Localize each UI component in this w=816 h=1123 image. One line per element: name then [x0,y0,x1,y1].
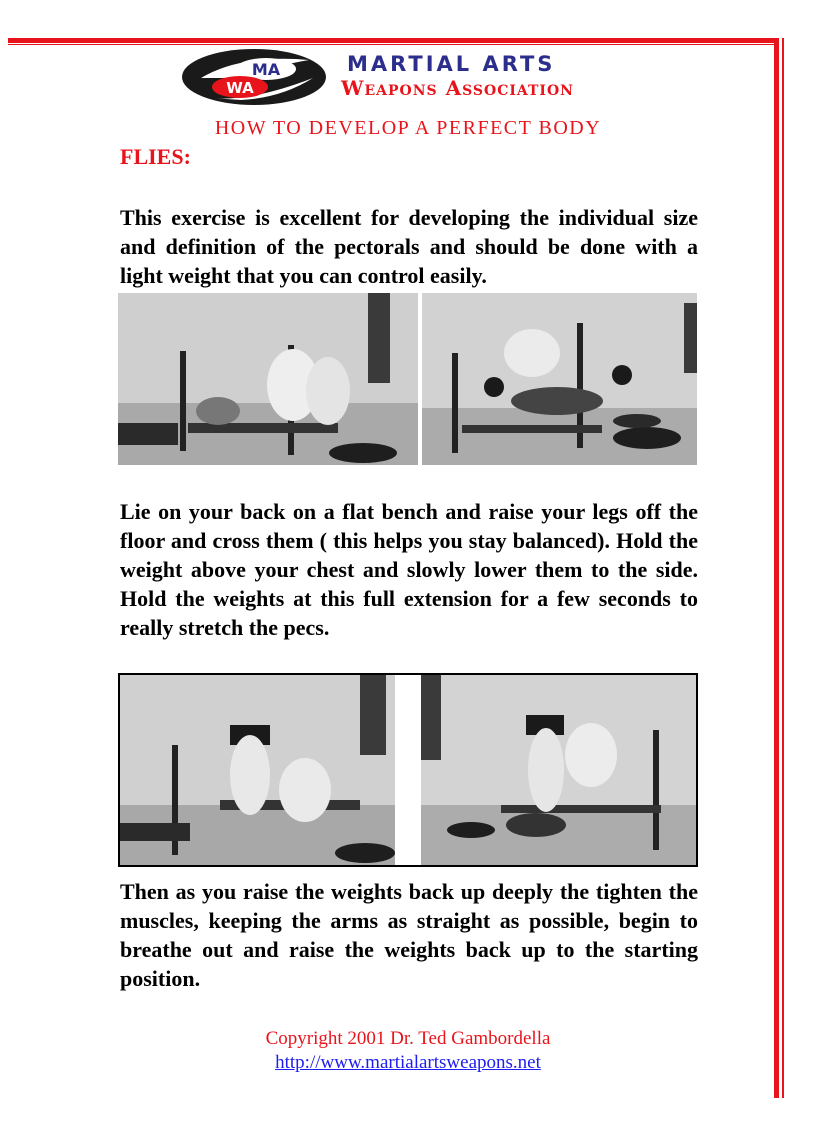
right-rule [774,38,779,1098]
page-subtitle: HOW TO DEVELOP A PERFECT BODY [214,117,602,139]
section-title: FLIES: [120,144,191,169]
intro-paragraph: This exercise is excellent for developing the individual size and definition of the pectorals and should be done with a light weight that you can control easily. [120,205,698,288]
right-rule-thin [782,38,784,1098]
return-paragraph: Then as you raise the weights back up deeply the tighten the muscles, keeping the arms as straight as possible, begin to breathe out and raise the weights back up to the starting position. [120,879,698,991]
instructions-paragraph: Lie on your back on a flat bench and raise your legs off the floor and cross them ( this helps you stay balanced). Hold the weight above your chest and slowly lower them to the side. Hold the weights at this full extension for a few seconds to really stretch the pecs. [120,499,698,640]
top-rule [8,38,778,43]
website-link[interactable]: http://www.martialartsweapons.net [275,1052,541,1073]
logo-mark-bottom: WA [226,79,254,97]
top-rule-thin [8,44,778,45]
logo-mark-top: MA [251,60,281,79]
logo [181,48,641,106]
photo-start-position [118,293,418,465]
logo-subtitle: Weapons Association [341,76,574,100]
photo-top-position [421,675,696,865]
photo-raise-weights [120,675,395,865]
copyright-text: Copyright 2001 Dr. Ted Gambordella [265,1028,551,1049]
logo-title: MARTIAL ARTS [347,52,556,76]
logo-mark-icon [181,48,333,106]
photo-extended-position [422,293,697,465]
